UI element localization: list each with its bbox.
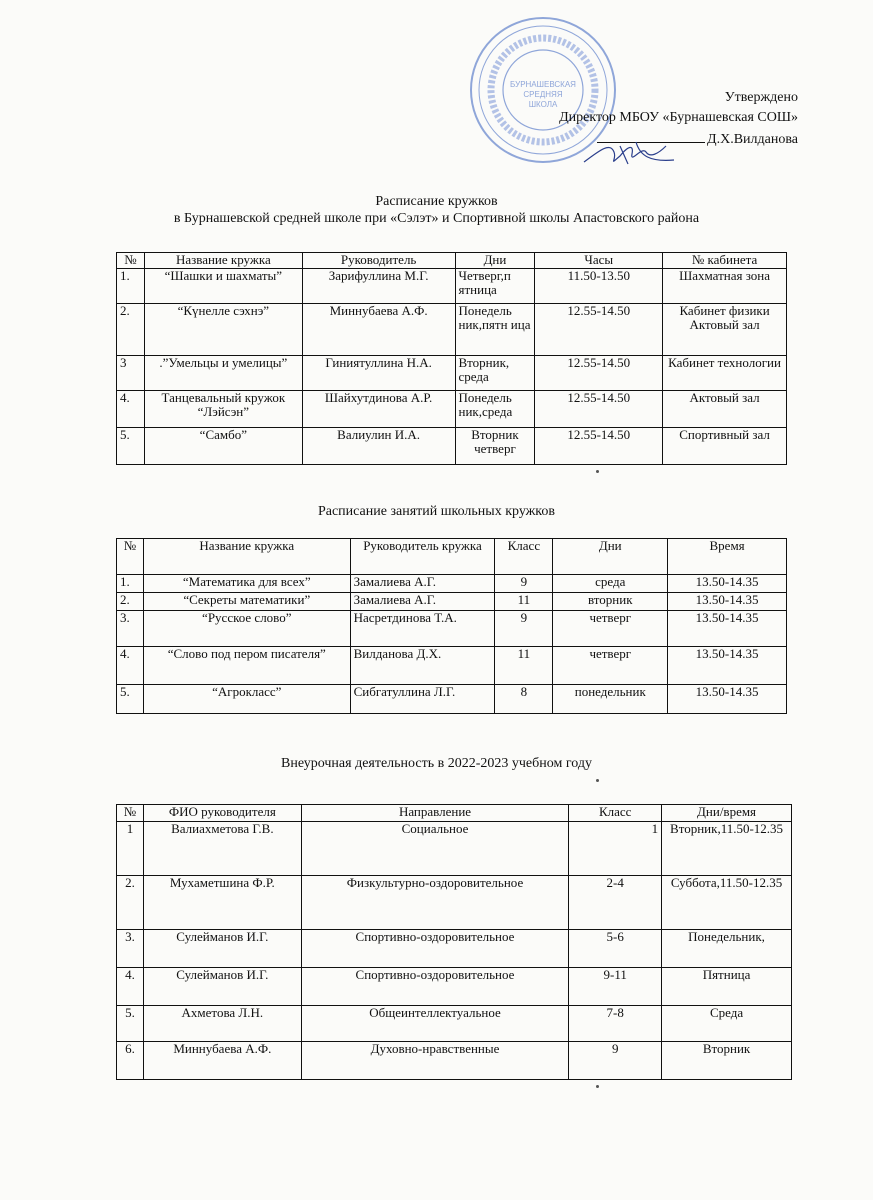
table-cell: Понедельник, bbox=[662, 930, 792, 968]
table-cell: Социальное bbox=[301, 822, 569, 876]
table-cell: четверг bbox=[553, 611, 668, 647]
table-row bbox=[117, 269, 787, 304]
table-cell: Насретдинова Т.А. bbox=[350, 611, 495, 647]
table-cell: “Математика для всех” bbox=[143, 575, 350, 593]
table-cell: Кабинет физики Актовый зал bbox=[663, 304, 787, 356]
table-cell: Зарифуллина М.Г. bbox=[302, 269, 455, 304]
extracurricular-table bbox=[116, 804, 792, 1080]
table-cell: Кабинет технологии bbox=[663, 356, 787, 391]
table-cell: 13.50-14.35 bbox=[668, 685, 787, 714]
approval-title: Утверждено bbox=[724, 90, 798, 105]
table-cell: 2-4 bbox=[569, 876, 662, 930]
table-cell: 8 bbox=[495, 685, 553, 714]
table-cell: Вилданова Д.Х. bbox=[350, 647, 495, 685]
clubs-subtitle: в Бурнашевской средней школе при «Сэлэт» и Спортивной школы Апастовского района bbox=[173, 211, 700, 226]
table-cell: 1. bbox=[117, 575, 144, 593]
table-cell: Гиниятуллина Н.А. bbox=[302, 356, 455, 391]
extracurricular-heading bbox=[0, 755, 873, 772]
extracurricular-title: Внеурочная деятельность в 2022-2023 учебном году bbox=[281, 756, 592, 771]
table-header-row bbox=[117, 539, 787, 575]
clubs-table bbox=[116, 252, 787, 465]
table-cell: Шайхутдинова А.Р. bbox=[302, 391, 455, 428]
table-row bbox=[117, 356, 787, 391]
handwritten-signature bbox=[580, 132, 680, 172]
table-cell: Миннубаева А.Ф. bbox=[143, 1042, 301, 1080]
column-header: ФИО руководителя bbox=[143, 805, 301, 822]
table-cell: Вторник bbox=[662, 1042, 792, 1080]
table-row bbox=[117, 611, 787, 647]
table-row bbox=[117, 304, 787, 356]
table-cell: Спортивный зал bbox=[663, 428, 787, 465]
scan-speck bbox=[596, 1085, 599, 1088]
table-cell: Среда bbox=[662, 1006, 792, 1042]
table-cell: Четверг,п ятница bbox=[455, 269, 535, 304]
column-header: Название кружка bbox=[144, 253, 302, 269]
table-cell: 12.55-14.50 bbox=[535, 428, 663, 465]
table-cell: Ахметова Л.Н. bbox=[143, 1006, 301, 1042]
table-cell: 13.50-14.35 bbox=[668, 593, 787, 611]
table-header-row bbox=[117, 253, 787, 269]
table-cell: 3 bbox=[117, 356, 145, 391]
table-cell: вторник bbox=[553, 593, 668, 611]
column-header: Руководитель кружка bbox=[350, 539, 495, 575]
table-cell: “Самбо” bbox=[144, 428, 302, 465]
table-cell: Сулейманов И.Г. bbox=[143, 968, 301, 1006]
table-cell: 13.50-14.35 bbox=[668, 611, 787, 647]
table-row bbox=[117, 428, 787, 465]
svg-text:БУРНАШЕВСКАЯ: БУРНАШЕВСКАЯ bbox=[510, 80, 576, 89]
table-cell: Вторник,11.50-12.35 bbox=[662, 822, 792, 876]
table-cell: Вторник четверг bbox=[455, 428, 535, 465]
table-cell: 5-6 bbox=[569, 930, 662, 968]
column-header: Класс bbox=[495, 539, 553, 575]
table-cell: Замалиева А.Г. bbox=[350, 593, 495, 611]
approval-signer: Д.Х.Вилданова bbox=[707, 132, 798, 147]
table-cell: Понедель ник,среда bbox=[455, 391, 535, 428]
table-row bbox=[117, 1006, 792, 1042]
table-row bbox=[117, 391, 787, 428]
table-cell: Физкультурно-оздоровительное bbox=[301, 876, 569, 930]
table-row bbox=[117, 1042, 792, 1080]
table-cell: Валиулин И.А. bbox=[302, 428, 455, 465]
table-cell: 11 bbox=[495, 593, 553, 611]
table-cell: 12.55-14.50 bbox=[535, 391, 663, 428]
table-row bbox=[117, 575, 787, 593]
table-cell: “Русское слово” bbox=[143, 611, 350, 647]
column-header: Руководитель bbox=[302, 253, 455, 269]
table-cell: 3. bbox=[117, 611, 144, 647]
column-header: Класс bbox=[569, 805, 662, 822]
table-cell: “Күнелле сэхнэ” bbox=[144, 304, 302, 356]
table-cell: 5. bbox=[117, 685, 144, 714]
school-clubs-heading bbox=[0, 503, 873, 520]
table-cell: 3. bbox=[117, 930, 144, 968]
table-cell: 1. bbox=[117, 269, 145, 304]
table-cell: Мухаметшина Ф.Р. bbox=[143, 876, 301, 930]
table-cell: Сулейманов И.Г. bbox=[143, 930, 301, 968]
table-cell: 1 bbox=[569, 822, 662, 876]
table-cell: 9 bbox=[495, 611, 553, 647]
table-cell: среда bbox=[553, 575, 668, 593]
table-cell: 4. bbox=[117, 391, 145, 428]
table-cell: 5. bbox=[117, 428, 145, 465]
column-header: № bbox=[117, 253, 145, 269]
table-row bbox=[117, 968, 792, 1006]
table-cell: 11 bbox=[495, 647, 553, 685]
table-row bbox=[117, 685, 787, 714]
table-cell: понедельник bbox=[553, 685, 668, 714]
scan-speck bbox=[596, 779, 599, 782]
table-cell: 2. bbox=[117, 304, 145, 356]
column-header: Часы bbox=[535, 253, 663, 269]
column-header: № bbox=[117, 805, 144, 822]
table-cell: Шахматная зона bbox=[663, 269, 787, 304]
table-header-row bbox=[117, 805, 792, 822]
table-cell: 6. bbox=[117, 1042, 144, 1080]
table-row bbox=[117, 876, 792, 930]
column-header: Название кружка bbox=[143, 539, 350, 575]
table-cell: 7-8 bbox=[569, 1006, 662, 1042]
column-header: Время bbox=[668, 539, 787, 575]
table-cell: 9 bbox=[569, 1042, 662, 1080]
table-cell: 9-11 bbox=[569, 968, 662, 1006]
table-cell: 13.50-14.35 bbox=[668, 647, 787, 685]
table-cell: 12.55-14.50 bbox=[535, 304, 663, 356]
table-cell: 4. bbox=[117, 968, 144, 1006]
column-header: Дни bbox=[455, 253, 535, 269]
table-cell: Общеинтеллектуальное bbox=[301, 1006, 569, 1042]
table-cell: Духовно-нравственные bbox=[301, 1042, 569, 1080]
column-header: Дни bbox=[553, 539, 668, 575]
table-row bbox=[117, 822, 792, 876]
scan-speck bbox=[596, 470, 599, 473]
table-cell: .”Умельцы и умелицы” bbox=[144, 356, 302, 391]
table-cell: Миннубаева А.Ф. bbox=[302, 304, 455, 356]
table-cell: Пятница bbox=[662, 968, 792, 1006]
table-cell: 9 bbox=[495, 575, 553, 593]
column-header: Дни/время bbox=[662, 805, 792, 822]
approval-position: Директор МБОУ «Бурнашевская СОШ» bbox=[559, 110, 798, 125]
table-cell: Валиахметова Г.В. bbox=[143, 822, 301, 876]
svg-text:ШКОЛА: ШКОЛА bbox=[528, 100, 558, 109]
column-header: Направление bbox=[301, 805, 569, 822]
column-header: № bbox=[117, 539, 144, 575]
column-header: № кабинета bbox=[663, 253, 787, 269]
table-cell: 1 bbox=[117, 822, 144, 876]
table-cell: Сибгатуллина Л.Г. bbox=[350, 685, 495, 714]
clubs-heading bbox=[0, 193, 873, 227]
table-cell: Спортивно-оздоровительное bbox=[301, 968, 569, 1006]
table-cell: Понедель ник,пятн ица bbox=[455, 304, 535, 356]
svg-text:СРЕДНЯЯ: СРЕДНЯЯ bbox=[523, 90, 563, 99]
table-row bbox=[117, 930, 792, 968]
table-cell: Спортивно-оздоровительное bbox=[301, 930, 569, 968]
table-row bbox=[117, 647, 787, 685]
school-clubs-table bbox=[116, 538, 787, 714]
table-cell: Замалиева А.Г. bbox=[350, 575, 495, 593]
table-cell: 2. bbox=[117, 593, 144, 611]
table-cell: 13.50-14.35 bbox=[668, 575, 787, 593]
table-cell: “Агрокласс” bbox=[143, 685, 350, 714]
school-clubs-title: Расписание занятий школьных кружков bbox=[317, 504, 556, 519]
table-cell: 11.50-13.50 bbox=[535, 269, 663, 304]
table-cell: 5. bbox=[117, 1006, 144, 1042]
clubs-title: Расписание кружков bbox=[375, 194, 498, 209]
table-cell: “Слово под пером писателя” bbox=[143, 647, 350, 685]
table-cell: четверг bbox=[553, 647, 668, 685]
table-cell: “Шашки и шахматы” bbox=[144, 269, 302, 304]
table-cell: “Секреты математики” bbox=[143, 593, 350, 611]
table-cell: Суббота,11.50-12.35 bbox=[662, 876, 792, 930]
table-cell: 2. bbox=[117, 876, 144, 930]
table-cell: 4. bbox=[117, 647, 144, 685]
table-cell: Актовый зал bbox=[663, 391, 787, 428]
table-cell: Танцевальный кружок “Лэйсэн” bbox=[144, 391, 302, 428]
table-cell: Вторник, среда bbox=[455, 356, 535, 391]
table-row bbox=[117, 593, 787, 611]
table-cell: 12.55-14.50 bbox=[535, 356, 663, 391]
